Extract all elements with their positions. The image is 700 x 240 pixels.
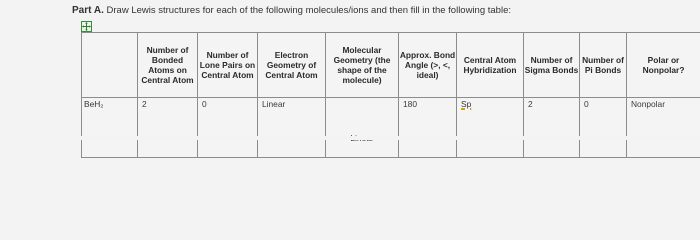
table-row xyxy=(82,98,700,158)
header-lone-pairs: Number of Lone Pairs on Central Atom xyxy=(198,33,258,98)
move-cross-icon[interactable] xyxy=(81,21,92,32)
header-bond-angle: Approx. Bond Angle (>, <, ideal) xyxy=(399,33,457,98)
header-polarity: Polar or Nonpolar? xyxy=(627,33,700,98)
cell-polarity[interactable]: Nonpolar xyxy=(627,98,700,158)
hybridization-value: Sp xyxy=(461,99,472,109)
cell-bond-angle[interactable]: 180 xyxy=(399,98,457,158)
header-electron-geometry: Electron Geometry of Central Atom xyxy=(258,33,326,98)
header-molecule xyxy=(82,33,138,98)
instructions xyxy=(72,5,511,16)
header-hybridization: Central Atom Hybridization xyxy=(457,33,524,98)
cell-bonded-atoms[interactable]: 2 xyxy=(138,98,198,158)
part-label: Part A. xyxy=(72,5,104,16)
cell-pi-bonds[interactable]: 0 xyxy=(580,98,627,158)
cell-molecular-geometry[interactable] xyxy=(326,98,399,158)
cell-electron-geometry[interactable]: Linear xyxy=(258,98,326,158)
header-molecular-geometry: Molecular Geometry (the shape of the molecule) xyxy=(326,33,399,98)
cell-molecule: BeH₂ xyxy=(82,98,138,158)
header-bonded-atoms: Number of Bonded Atoms on Central Atom xyxy=(138,33,198,98)
cell-sigma-bonds[interactable]: 2 xyxy=(524,98,580,158)
cell-hybridization[interactable] xyxy=(457,98,524,158)
header-row xyxy=(82,33,700,98)
crop-edge xyxy=(81,136,700,140)
cell-lone-pairs[interactable]: 0 xyxy=(198,98,258,158)
header-pi-bonds: Number of Pi Bonds xyxy=(580,33,627,98)
header-sigma-bonds: Number of Sigma Bonds xyxy=(524,33,580,98)
instructions-text: Draw Lewis structures for each of the following molecules/ions and then fill in the following table: xyxy=(106,5,512,16)
